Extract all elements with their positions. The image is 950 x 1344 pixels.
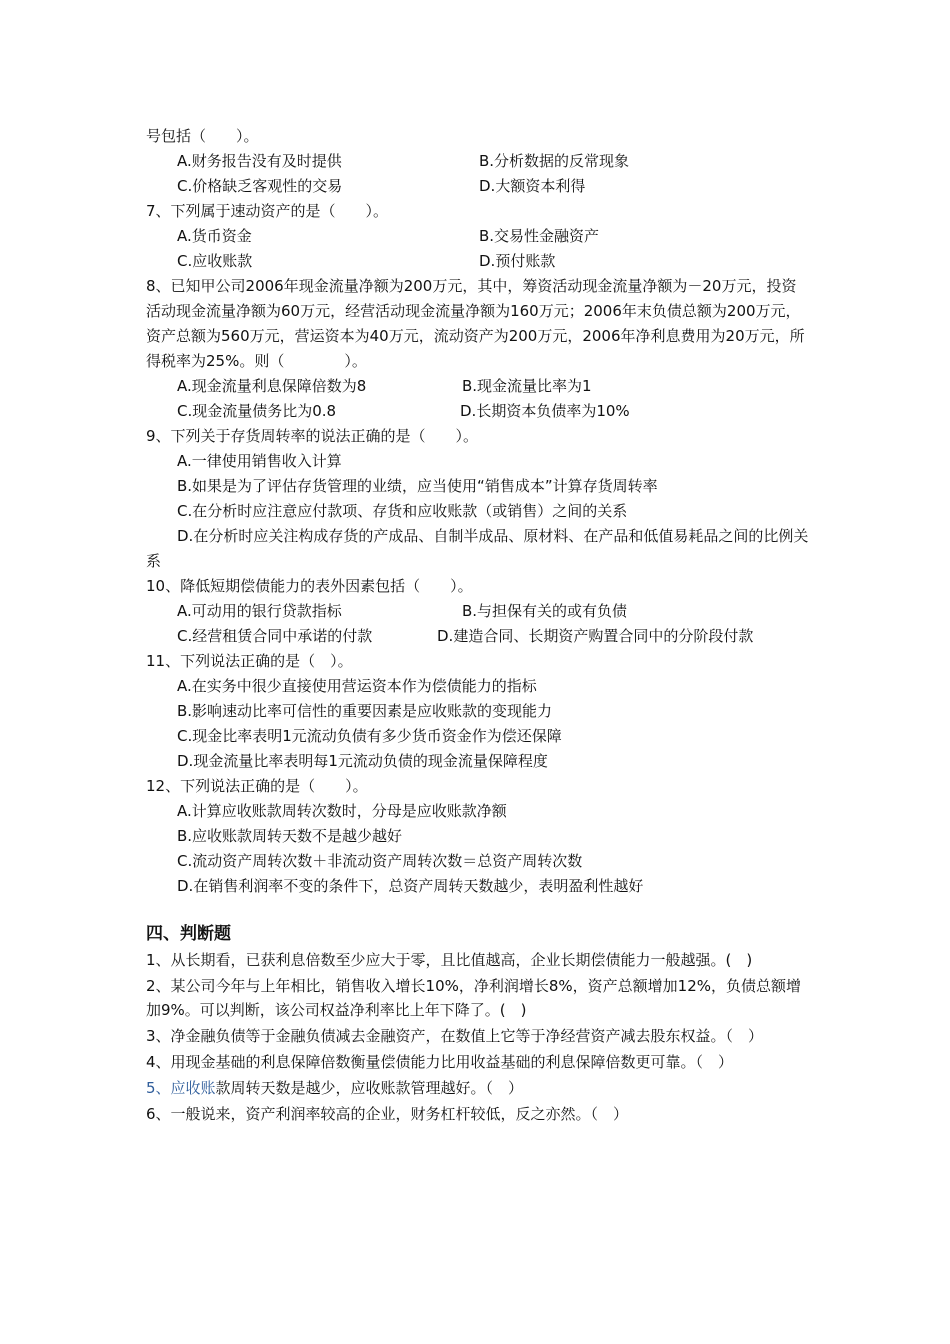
- q6-option-a: A.财务报告没有及时提供: [177, 152, 342, 170]
- q7-option-a: A.货币资金: [177, 227, 252, 245]
- q11-option-b: B.影响速动比率可信性的重要因素是应收账款的变现能力: [177, 702, 553, 720]
- q6-options-row-2: [146, 174, 810, 199]
- q11-stem: 11、下列说法正确的是（ ）。: [146, 652, 353, 670]
- q8-options-row-2: [146, 399, 810, 424]
- section-title-judgment: 四、判断题: [146, 924, 231, 944]
- q7-option-b: B.交易性金融资产: [479, 227, 600, 245]
- q10-option-b: B.与担保有关的或有负债: [462, 602, 628, 620]
- section-spacer: [146, 899, 810, 921]
- q11-option-c: C.现金比率表明1元流动负债有多少货币资金作为偿还保障: [177, 727, 562, 745]
- q10-stem: 10、降低短期偿债能力的表外因素包括（ ）。: [146, 577, 473, 595]
- judgment-item-2: 2、某公司今年与上年相比，销售收入增长10%，净利润增长8%，资产总额增加12%，负债总额增加9%。可以判断，该公司权益净利率比上年下降了。( ): [146, 977, 802, 1019]
- q6-option-c: C.价格缺乏客观性的交易: [177, 177, 343, 195]
- judgment-item-5-rest: 款周转天数是越少，应收账款管理越好。（ ）: [215, 1079, 524, 1097]
- q6-options-row-1: [146, 149, 810, 174]
- q7-option-c: C.应收账款: [177, 252, 253, 270]
- q8-stem: 8、已知甲公司2006年现金流量净额为200万元，其中，筹资活动现金流量净额为－20万元，投资活动现金流量净额为60万元，经营活动现金流量净额为160万元；2006年末负债总额为200万元，资产总额为560万元，营运资本为40万元，流动资产为200万元，2006年净利息费用为20万元，所得税率为25%。则（ ）。: [146, 277, 805, 370]
- judgment-item-6: 6、一般说来，资产利润率较高的企业，财务杠杆较低，反之亦然。（ ）: [146, 1105, 629, 1123]
- judgment-item-4: 4、用现金基础的利息保障倍数衡量偿债能力比用收益基础的利息保障倍数更可靠。（ ）: [146, 1053, 734, 1071]
- q6-option-b: B.分析数据的反常现象: [479, 152, 630, 170]
- q12-stem: 12、下列说法正确的是（ ）。: [146, 777, 368, 795]
- q8-option-a: A.现金流量利息保障倍数为8: [177, 377, 367, 395]
- q11-option-d: D.现金流量比率表明每1元流动负债的现金流量保障程度: [177, 752, 548, 770]
- q9-option-d: D.在分析时应关注构成存货的产成品、自制半成品、原材料、在产品和低值易耗品之间的比例关系: [146, 527, 809, 570]
- q9-option-b: B.如果是为了评估存货管理的业绩，应当使用“销售成本”计算存货周转率: [177, 477, 658, 495]
- q7-option-d: D.预付账款: [479, 252, 556, 270]
- q12-option-b: B.应收账款周转天数不是越少越好: [177, 827, 403, 845]
- q10-options-row-1: [146, 599, 810, 624]
- judgment-item-5: [146, 1076, 810, 1102]
- q9-stem: 9、下列关于存货周转率的说法正确的是（ ）。: [146, 427, 479, 445]
- q9-option-a: A.一律使用销售收入计算: [177, 452, 342, 470]
- q6-option-d: D.大额资本利得: [479, 177, 586, 195]
- q11-option-a: A.在实务中很少直接使用营运资本作为偿债能力的指标: [177, 677, 537, 695]
- q8-option-d: D.长期资本负债率为10%: [460, 402, 630, 420]
- q10-option-a: A.可动用的银行贷款指标: [177, 602, 342, 620]
- q8-options-row-1: [146, 374, 810, 399]
- q8-option-b: B.现金流量比率为1: [462, 377, 592, 395]
- q6-stem-continuation: 号包括（ ）。: [146, 127, 259, 145]
- document-page: [146, 124, 810, 1128]
- judgment-item-3: 3、净金融负债等于金融负债减去金融资产，在数值上它等于净经营资产减去股东权益。（ ）: [146, 1027, 764, 1045]
- q10-option-d: D.建造合同、长期资产购置合同中的分阶段付款: [437, 627, 754, 645]
- q8-option-c: C.现金流量债务比为0.8: [177, 402, 337, 420]
- q7-options-row-2: [146, 249, 810, 274]
- q9-option-c: C.在分析时应注意应付款项、存货和应收账款（或销售）之间的关系: [177, 502, 628, 520]
- q7-stem: 7、下列属于速动资产的是（ ）。: [146, 202, 389, 220]
- q10-options-row-2: [146, 624, 810, 649]
- q10-option-c: C.经营租赁合同中承诺的付款: [177, 627, 373, 645]
- q12-option-a: A.计算应收账款周转次数时，分母是应收账款净额: [177, 802, 507, 820]
- judgment-item-5-highlight: 5、应收账: [146, 1079, 216, 1097]
- q12-option-d: D.在销售利润率不变的条件下，总资产周转天数越少，表明盈利性越好: [177, 877, 644, 895]
- q7-options-row-1: [146, 224, 810, 249]
- judgment-item-1: 1、从长期看，已获利息倍数至少应大于零，且比值越高，企业长期偿债能力一般越强。( ): [146, 951, 753, 969]
- q12-option-c: C.流动资产周转次数＋非流动资产周转次数＝总资产周转次数: [177, 852, 583, 870]
